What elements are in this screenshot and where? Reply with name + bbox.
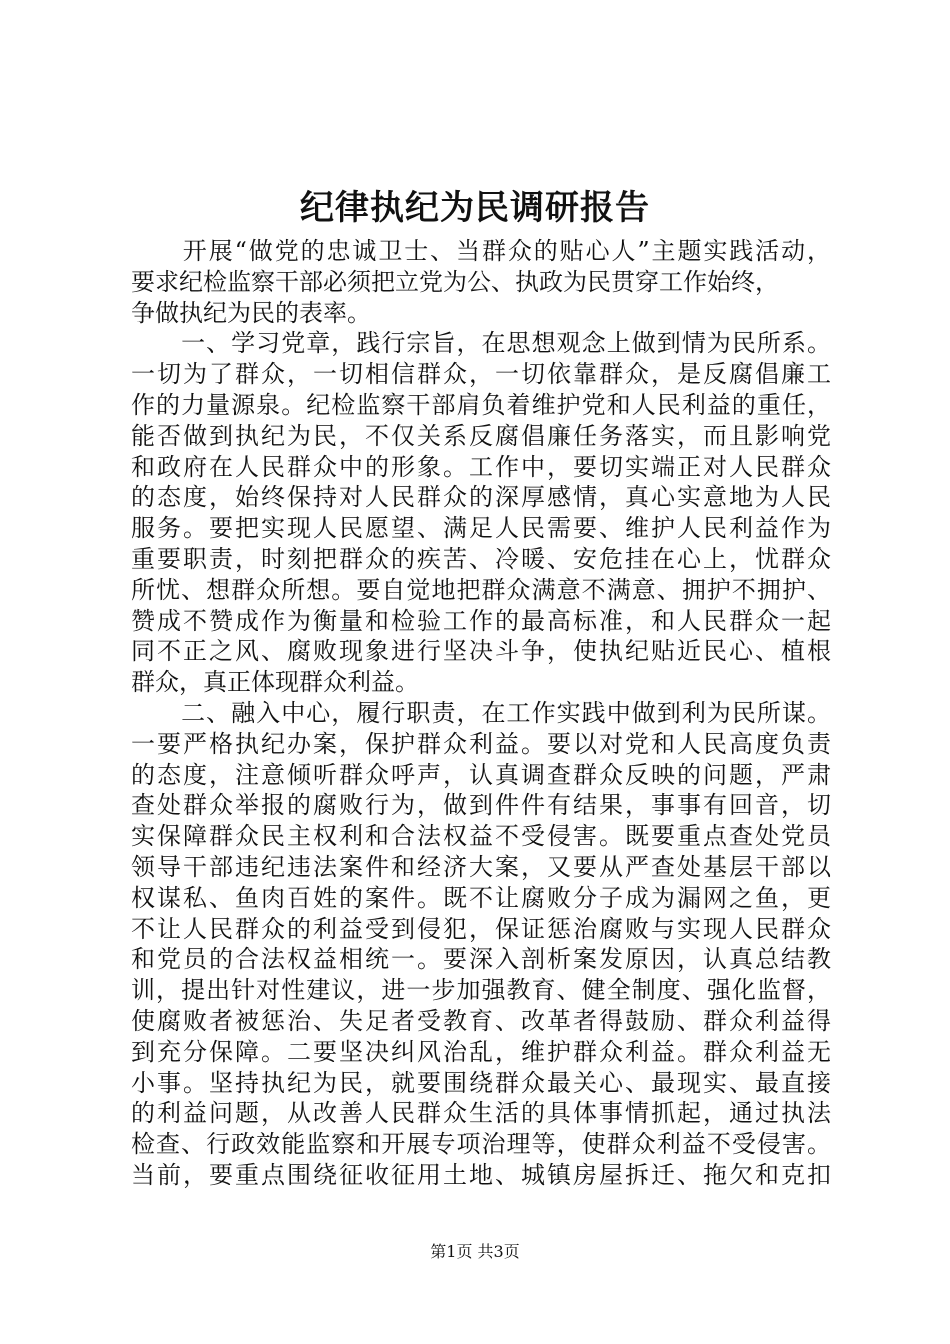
text-line: 实保障群众民主权利和合法权益不受侵害。既要重点查处党员 xyxy=(131,822,831,851)
text-line: 的态度，注意倾听群众呼声，认真调查群众反映的问题，严肃 xyxy=(131,760,831,789)
text-line: 作的力量源泉。纪检监察干部肩负着维护党和人民利益的重任， xyxy=(131,390,831,419)
text-line: 当前，要重点围绕征收征用土地、城镇房屋拆迁、拖欠和克扣 xyxy=(131,1160,831,1189)
document-title: 纪律执纪为民调研报告 xyxy=(300,188,650,228)
text-line: 重要职责，时刻把群众的疾苦、冷暖、安危挂在心上，忧群众 xyxy=(131,544,831,573)
text-line: 争做执纪为民的表率。 xyxy=(131,298,371,327)
text-line: 的利益问题，从改善人民群众生活的具体事情抓起，通过执法 xyxy=(131,1099,831,1128)
text-line: 检查、行政效能监察和开展专项治理等，使群众利益不受侵害。 xyxy=(131,1130,831,1159)
text-line: 到充分保障。二要坚决纠风治乱，维护群众利益。群众利益无 xyxy=(131,1037,831,1066)
text-line: 权谋私、鱼肉百姓的案件。既不让腐败分子成为漏网之鱼，更 xyxy=(131,883,831,912)
text-line: 和政府在人民群众中的形象。工作中，要切实端正对人民群众 xyxy=(131,452,831,481)
text-line: 和党员的合法权益相统一。要深入剖析案发原因，认真总结教 xyxy=(131,945,831,974)
text-line: 服务。要把实现人民愿望、满足人民需要、维护人民利益作为 xyxy=(131,514,831,543)
text-line: 开展“做党的忠诚卫士、当群众的贴心人”主题实践活动， xyxy=(131,237,831,265)
text-line: 查处群众举报的腐败行为，做到件件有结果，事事有回音，切 xyxy=(131,791,831,820)
text-line: 一切为了群众，一切相信群众，一切依靠群众，是反腐倡廉工 xyxy=(131,360,831,389)
text-line: 二、融入中心，履行职责，在工作实践中做到利为民所谋。 xyxy=(131,698,831,727)
text-line: 赞成不赞成作为衡量和检验工作的最高标准，和人民群众一起 xyxy=(131,606,831,635)
text-line: 领导干部违纪违法案件和经济大案，又要从严查处基层干部以 xyxy=(131,852,831,881)
text-line: 小事。坚持执纪为民，就要围绕群众最关心、最现实、最直接 xyxy=(131,1068,831,1097)
text-line: 所忧、想群众所想。要自觉地把群众满意不满意、拥护不拥护、 xyxy=(131,575,831,604)
text-line: 一要严格执纪办案，保护群众利益。要以对党和人民高度负责 xyxy=(131,729,831,758)
text-line: 能否做到执纪为民，不仅关系反腐倡廉任务落实，而且影响党 xyxy=(131,421,831,450)
text-line: 同不正之风、腐败现象进行坚决斗争，使执纪贴近民心、植根 xyxy=(131,637,831,666)
text-line: 的态度，始终保持对人民群众的深厚感情，真心实意地为人民 xyxy=(131,483,831,512)
text-line: 训，提出针对性建议，进一步加强教育、健全制度、强化监督， xyxy=(131,976,831,1005)
page-footer: 第1页 共3页 xyxy=(430,1242,520,1261)
text-line: 群众，真正体现群众利益。 xyxy=(131,668,419,697)
text-line: 不让人民群众的利益受到侵犯，保证惩治腐败与实现人民群众 xyxy=(131,914,831,943)
text-line: 要求纪检监察干部必须把立党为公、执政为民贯穿工作始终， xyxy=(131,267,779,296)
text-line: 一、学习党章，践行宗旨，在思想观念上做到情为民所系。 xyxy=(131,329,831,358)
document-body xyxy=(131,236,831,1191)
text-line: 使腐败者被惩治、失足者受教育、改革者得鼓励、群众利益得 xyxy=(131,1006,831,1035)
